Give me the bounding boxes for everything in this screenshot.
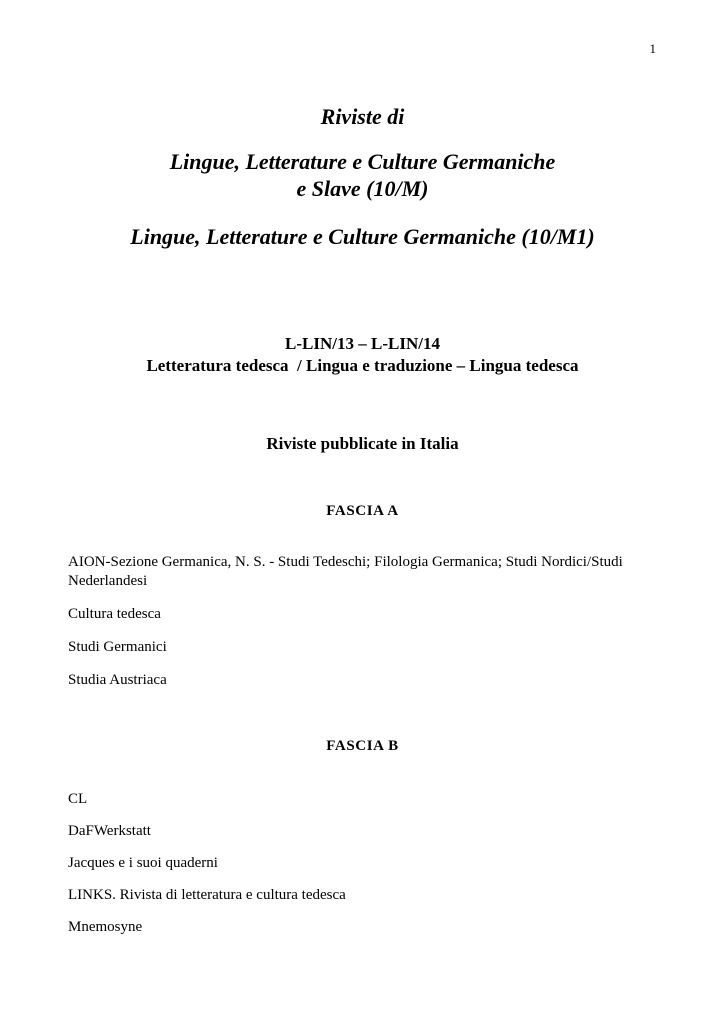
journal-item: Cultura tedesca [68,606,161,622]
doc-title-line3: e Slave (10/M) [296,176,429,201]
journal-item: Mnemosyne [68,919,143,935]
page-number: 1 [649,41,656,56]
journal-item: LINKS. Rivista di letteratura e cultura tedesca [68,887,346,903]
fascia-b-list [68,790,657,937]
journal-item: AION-Sezione Germanica, N. S. - Studi Tedeschi; Filologia Germanica; Studi Nordici/Studi Nederlandesi [68,554,623,589]
sector-subjects-line: Letteratura tedesca / Lingua e traduzione – Lingua tedesca [146,356,579,375]
sector-codes-heading [68,333,657,377]
fascia-a-heading: FASCIA A [326,503,399,519]
fascia-b-heading: FASCIA B [326,738,399,754]
doc-title-secondary: Lingue, Letterature e Culture Germaniche (10/M1) [130,224,595,249]
sector-codes-line: L-LIN/13 – L-LIN/14 [285,334,440,353]
journal-item: Studia Austriaca [68,672,167,688]
fascia-a-list [68,553,657,690]
doc-title-group [68,148,657,202]
journal-item: Jacques e i suoi quaderni [68,855,218,871]
journal-item: CL [68,791,88,807]
list-title: Riviste pubblicate in Italia [266,434,459,453]
doc-title-line2: Lingue, Letterature e Culture Germaniche [169,149,556,174]
journal-item: Studi Germanici [68,639,167,655]
doc-main-title: Riviste di [320,104,405,129]
journal-item: DaFWerkstatt [68,823,151,839]
